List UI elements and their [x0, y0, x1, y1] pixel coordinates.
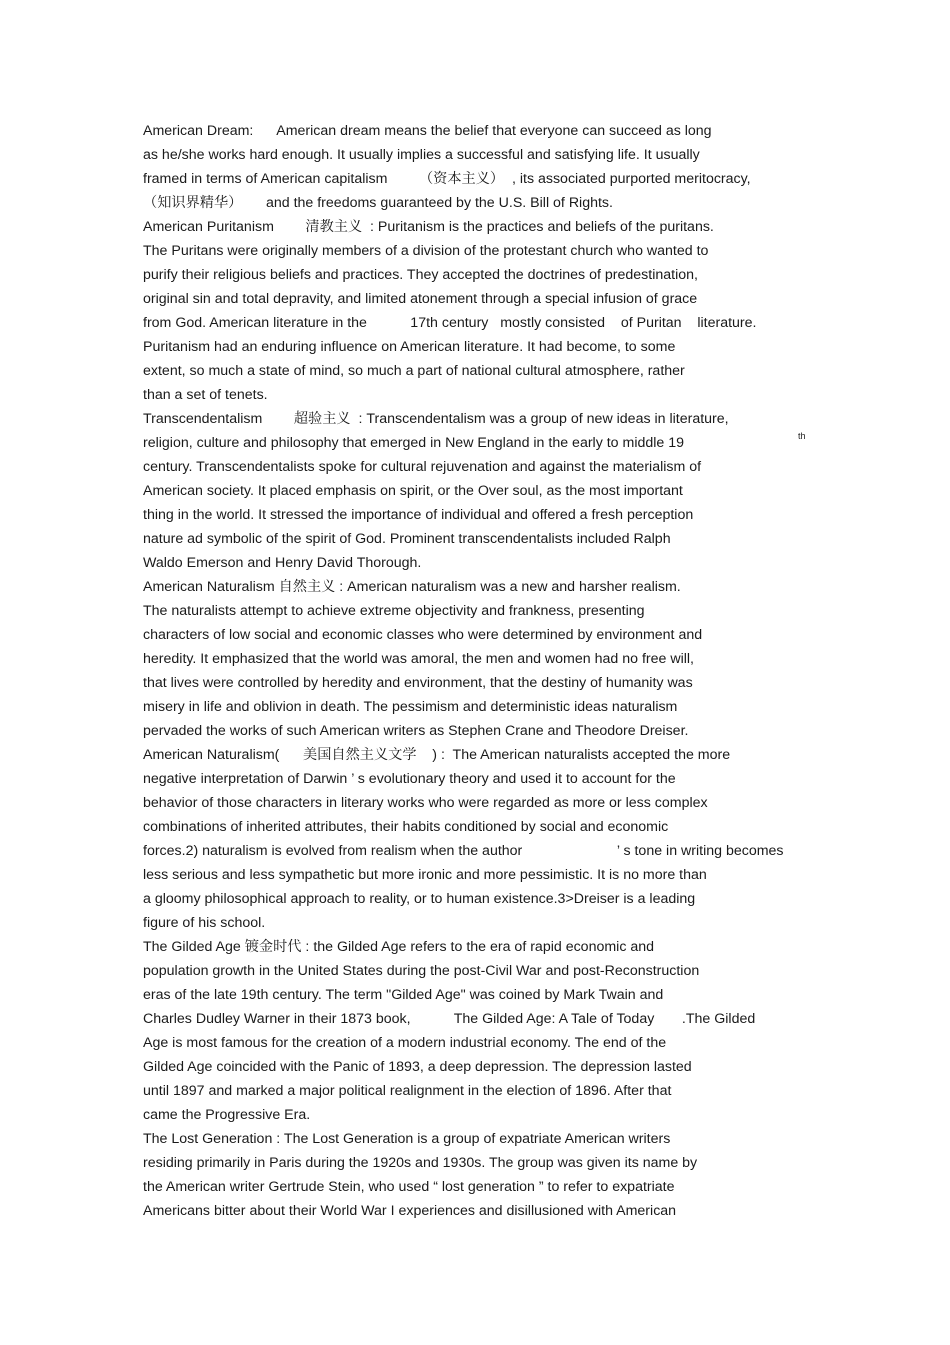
text-line: （知识界精华） and the freedoms guaranteed by the U.S. Bill of Rights.: [143, 195, 613, 211]
text-line: Gilded Age coincided with the Panic of 1893, a deep depression. The depression lasted: [143, 1059, 692, 1075]
text-line: framed in terms of American capitalism （资本主义） , its associated purported meritocracy,: [143, 171, 751, 187]
text-line: from God. American literature in the 17th century mostly consisted of Puritan literature.: [143, 315, 757, 331]
text-line: Charles Dudley Warner in their 1873 book, The Gilded Age: A Tale of Today .The Gilded: [143, 1011, 756, 1027]
text-line: eras of the late 19th century. The term "Gilded Age" was coined by Mark Twain and: [143, 987, 664, 1003]
text-line: thing in the world. It stressed the importance of individual and offered a fresh perception: [143, 507, 694, 523]
text-line: American Naturalism 自然主义 : American naturalism was a new and harsher realism.: [143, 579, 681, 595]
text-line: Age is most famous for the creation of a modern industrial economy. The end of the: [143, 1035, 667, 1051]
text-line: The Lost Generation : The Lost Generation is a group of expatriate American writers: [143, 1131, 671, 1147]
text-line: that lives were controlled by heredity and environment, that the destiny of humanity was: [143, 675, 693, 691]
text-line: nature ad symbolic of the spirit of God. Prominent transcendentalists included Ralph: [143, 531, 671, 547]
text-line: population growth in the United States during the post-Civil War and post-Reconstruction: [143, 963, 700, 979]
text-line: combinations of inherited attributes, their habits conditioned by social and economic: [143, 819, 669, 835]
text-line: pervaded the works of such American writers as Stephen Crane and Theodore Dreiser.: [143, 723, 689, 739]
text-line: figure of his school.: [143, 915, 266, 931]
text-line: than a set of tenets.: [143, 387, 268, 403]
text-line: the American writer Gertrude Stein, who used “ lost generation ” to refer to expatriate: [143, 1179, 675, 1195]
text-line: until 1897 and marked a major political realignment in the election of 1896. After that: [143, 1083, 672, 1099]
text-line: came the Progressive Era.: [143, 1107, 311, 1123]
text-line: purify their religious beliefs and practices. They accepted the doctrines of predestination,: [143, 267, 698, 283]
text-line: extent, so much a state of mind, so much a part of national cultural atmosphere, rather: [143, 363, 685, 379]
text-line: century. Transcendentalists spoke for cultural rejuvenation and against the materialism of: [143, 459, 702, 475]
text-line: American Puritanism 清教主义 : Puritanism is the practices and beliefs of the puritans.: [143, 219, 714, 235]
text-line: religion, culture and philosophy that emerged in New England in the early to middle 19: [143, 435, 685, 451]
text-line: The Puritans were originally members of a division of the protestant church who wanted to: [143, 243, 709, 259]
text-line: original sin and total depravity, and limited atonement through a special infusion of grace: [143, 291, 698, 307]
text-line: Waldo Emerson and Henry David Thorough.: [143, 555, 422, 571]
text-line: misery in life and oblivion in death. The pessimism and deterministic ideas naturalism: [143, 699, 678, 715]
text-line: less serious and less sympathetic but more ironic and more pessimistic. It is no more than: [143, 867, 707, 883]
text-line: The naturalists attempt to achieve extreme objectivity and frankness, presenting: [143, 603, 645, 619]
text-line: behavior of those characters in literary works who were regarded as more or less complex: [143, 795, 708, 811]
text-line: characters of low social and economic classes who were determined by environment and: [143, 627, 703, 643]
document-body: [143, 119, 838, 1223]
text-line: as he/she works hard enough. It usually implies a successful and satisfying life. It usually: [143, 147, 700, 163]
text-line: forces.2) naturalism is evolved from realism when the author ’ s tone in writing becomes: [143, 843, 784, 859]
text-line: a gloomy philosophical approach to reality, or to human existence.3>Dreiser is a leading: [143, 891, 696, 907]
superscript-th: th: [798, 431, 806, 441]
text-line: American society. It placed emphasis on spirit, or the Over soul, as the most important: [143, 483, 683, 499]
text-line: residing primarily in Paris during the 1920s and 1930s. The group was given its name by: [143, 1155, 698, 1171]
text-line: The Gilded Age 镀金时代 : the Gilded Age refers to the era of rapid economic and: [143, 939, 655, 955]
text-line: Puritanism had an enduring influence on American literature. It had become, to some: [143, 339, 676, 355]
text-line: American Naturalism( 美国自然主义文学 ) : The American naturalists accepted the more: [143, 747, 731, 763]
text-line: negative interpretation of Darwin ’ s evolutionary theory and used it to account for the: [143, 771, 676, 787]
text-line: Americans bitter about their World War I experiences and disillusioned with American: [143, 1203, 677, 1219]
text-line: American Dream: American dream means the belief that everyone can succeed as long: [143, 123, 712, 139]
text-line: heredity. It emphasized that the world was amoral, the men and women had no free will,: [143, 651, 694, 667]
text-line: Transcendentalism 超验主义 : Transcendentalism was a group of new ideas in literature,: [143, 411, 729, 427]
